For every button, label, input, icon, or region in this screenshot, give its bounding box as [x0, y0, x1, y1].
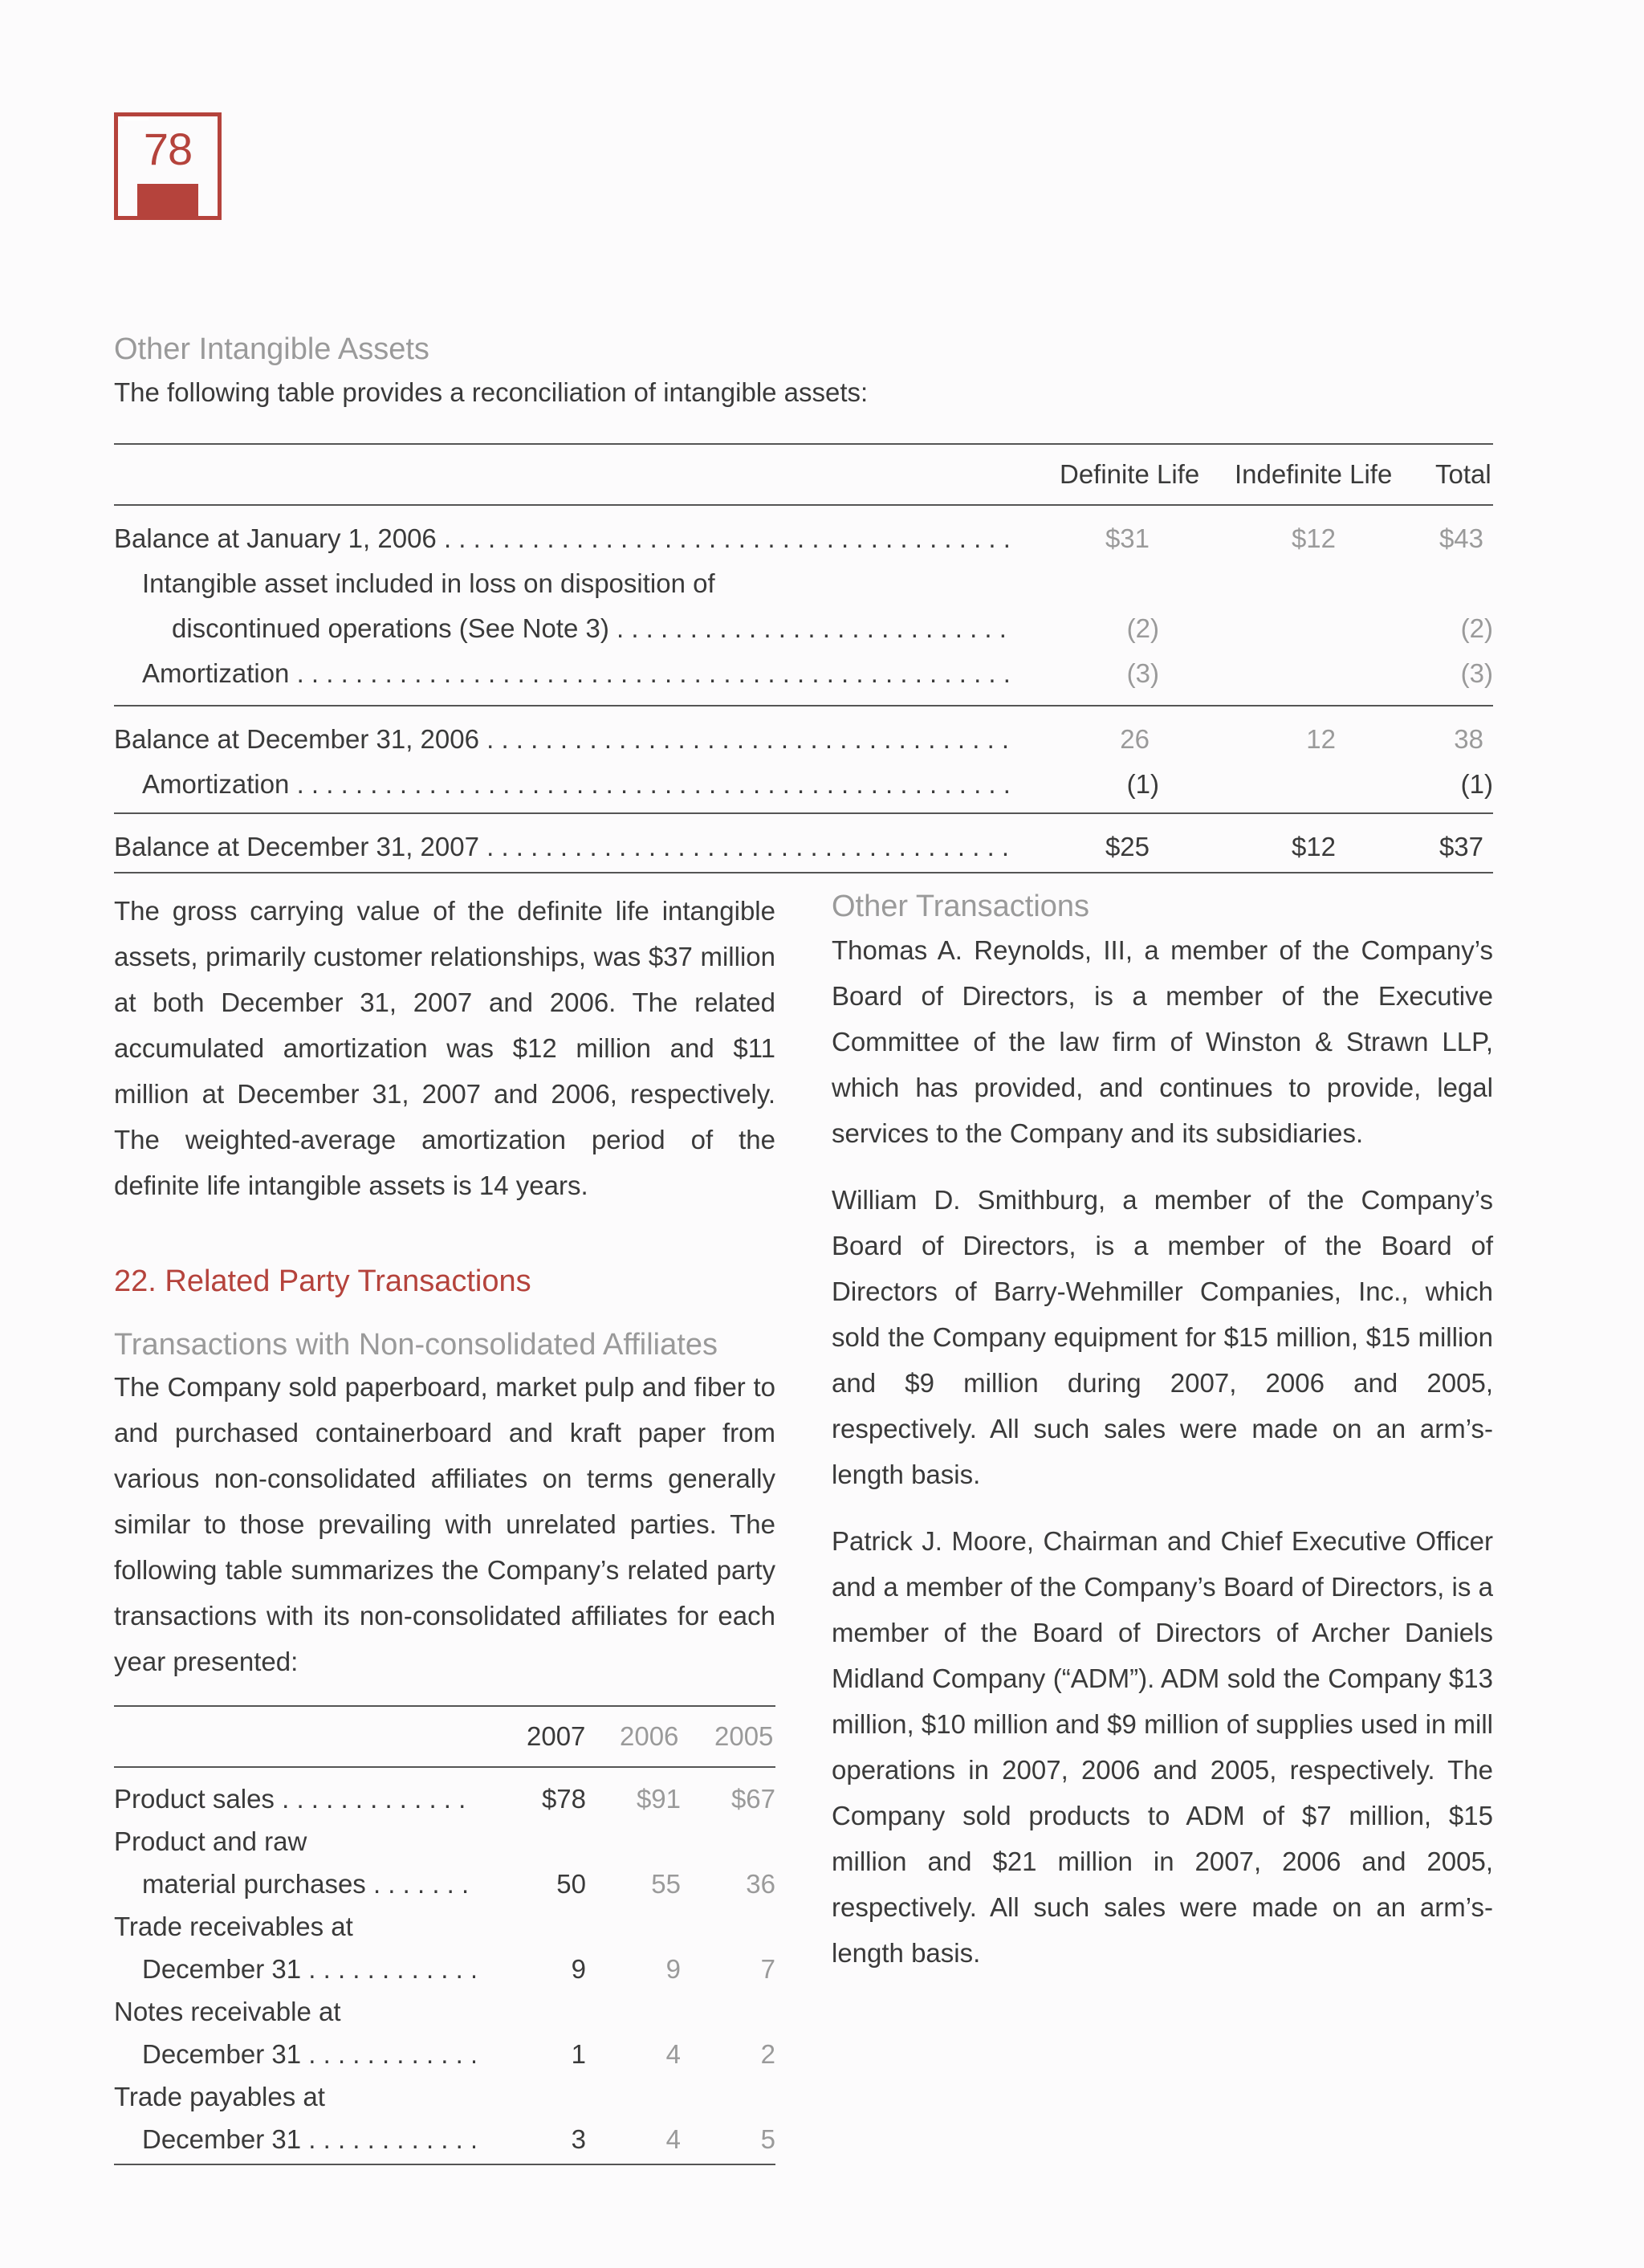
row-label: Amortization . . .	[142, 769, 1013, 800]
column-header: 2005	[714, 1721, 774, 1751]
cell-2007: 1	[571, 2039, 586, 2069]
table-row	[114, 761, 1493, 806]
cell-2007: 50	[556, 1869, 586, 1899]
other-paragraph-1: Thomas A. Reynolds, III, a member of the Company’s Board of Directors, is a member of the Executive Committee of the law firm of Winston & Strawn LLP, which has provided, and continues to provide, legal services to the Company and its subsidiaries.	[832, 935, 1493, 1148]
row-label: Balance at December 31, 2006 . . .	[114, 724, 1013, 755]
cell-2005: 5	[760, 2124, 775, 2154]
other-paragraph-3: Patrick J. Moore, Chairman and Chief Executive Officer and a member of the Company’s Board of Directors, is a member of the Board of Directors of Archer Daniels Midland Company (“ADM”). ADM sold the Company $13 million, $10 million and $9 million of supplies used in mill operations in 2007, 2006 and 2005, respectively. The Company sold products to ADM of $7 million, $15 million and $21 million in 2007, 2006 and 2005, respectively. All such sales were made on an arm’s-length basis.	[832, 1526, 1493, 1968]
row-label: Product and raw	[114, 1826, 307, 1856]
related-party-table	[114, 1705, 775, 2165]
row-label: material purchases . . .	[142, 1869, 475, 1900]
cell-2006: $91	[636, 1784, 681, 1814]
column-header: Indefinite Life	[1235, 459, 1393, 489]
table-row	[114, 650, 1493, 695]
row-label: Amortization . . .	[142, 658, 1013, 689]
table-row	[114, 824, 1493, 869]
table-row	[114, 515, 1493, 560]
right-column	[832, 890, 1493, 1976]
cell-2007: $78	[541, 1784, 586, 1814]
cell-definite: (2)	[1126, 613, 1159, 643]
cell-2006: 4	[665, 2039, 681, 2069]
row-label: Balance at December 31, 2007 . . .	[114, 832, 1013, 862]
intangibles-heading: Other Intangible Assets	[114, 332, 429, 366]
related-table-header	[114, 1707, 775, 1766]
cell-total: $37	[1438, 832, 1483, 861]
cell-2005: 36	[746, 1869, 775, 1899]
table-row	[114, 2031, 775, 2074]
intangibles-table-header	[114, 445, 1493, 504]
table-row	[114, 2116, 775, 2159]
cell-total: $43	[1438, 523, 1483, 553]
cell-indefinite: 12	[1306, 724, 1336, 754]
intangibles-paragraph: The gross carrying value of the definite life intangible assets, primarily customer relationships, was $37 million at both December 31, 2007 and 2006. The related accumulated amortization was $12 million and $11 million at December 31, 2007 and 2006, respectively. The weighted-average amortization period of the definite life intangible assets is 14 years.	[114, 896, 775, 1200]
table-row	[114, 1946, 775, 1989]
table-row	[114, 1818, 775, 1861]
subsection-heading: Transactions with Non-consolidated Affiliates	[114, 1328, 718, 1362]
page-number-bar	[137, 184, 198, 216]
cell-2006: 9	[665, 1954, 681, 1984]
column-header: 2006	[620, 1721, 679, 1751]
column-header: Total	[1435, 459, 1491, 489]
table-row	[114, 1989, 775, 2031]
table-row	[114, 716, 1493, 761]
cell-2007: 9	[571, 1954, 586, 1984]
cell-definite: $31	[1105, 523, 1150, 553]
page-number-box	[114, 112, 222, 220]
table-row	[114, 2074, 775, 2116]
row-label: Trade payables at	[114, 2082, 325, 2111]
row-label: December 31 . . .	[142, 1954, 475, 1985]
cell-total: 38	[1454, 724, 1483, 754]
cell-total: (3)	[1460, 658, 1493, 688]
intangibles-table	[114, 443, 1493, 873]
cell-total: (1)	[1460, 769, 1493, 799]
row-label: Trade receivables at	[114, 1912, 353, 1941]
left-column	[114, 888, 775, 1684]
row-label: discontinued operations (See Note 3) . . .	[172, 613, 1013, 644]
table-row	[114, 605, 1493, 650]
table-row	[114, 1904, 775, 1946]
cell-indefinite: $12	[1291, 832, 1336, 861]
row-label: Intangible asset included in loss on disposition of	[142, 568, 715, 598]
row-label: Product sales . . .	[114, 1784, 475, 1814]
cell-2005: 2	[760, 2039, 775, 2069]
row-label: December 31 . . .	[142, 2039, 475, 2070]
row-label: Notes receivable at	[114, 1997, 341, 2026]
row-label: Balance at January 1, 2006 . . .	[114, 523, 1013, 554]
other-paragraph-2: William D. Smithburg, a member of the Company’s Board of Directors, is a member of the Board of Directors of Barry-Wehmiller Companies, Inc., which sold the Company equipment for $15 million, $15 million and $9 million during 2007, 2006 and 2005, respectively. All such sales were made on an arm’s-length basis.	[832, 1185, 1493, 1489]
intangibles-intro: The following table provides a reconciliation of intangible assets:	[114, 377, 869, 407]
cell-2006: 4	[665, 2124, 681, 2154]
cell-indefinite: $12	[1291, 523, 1336, 553]
page-number: 78	[143, 124, 193, 174]
related-paragraph: The Company sold paperboard, market pulp and fiber to and purchased containerboard and kraft paper from various non-consolidated affiliates on terms generally similar to those prevailing with unrelated parties. The following table summarizes the Company’s related party transactions with its non-consolidated affiliates for each year presented:	[114, 1372, 775, 1676]
table-row	[114, 1861, 775, 1904]
cell-2005: $67	[730, 1784, 775, 1814]
column-header: Definite Life	[1060, 459, 1200, 489]
row-label: December 31 . . .	[142, 2124, 475, 2155]
table-row	[114, 1776, 775, 1818]
column-header: 2007	[527, 1721, 586, 1751]
cell-definite: $25	[1105, 832, 1150, 861]
other-transactions-heading: Other Transactions	[832, 890, 1090, 923]
cell-2006: 55	[651, 1869, 681, 1899]
cell-2005: 7	[760, 1954, 775, 1984]
cell-definite: 26	[1120, 724, 1150, 754]
cell-total: (2)	[1460, 613, 1493, 643]
section-heading: 22. Related Party Transactions	[114, 1264, 531, 1298]
table-row	[114, 560, 1493, 605]
cell-definite: (3)	[1126, 658, 1159, 688]
cell-2007: 3	[571, 2124, 586, 2154]
cell-definite: (1)	[1126, 769, 1159, 799]
